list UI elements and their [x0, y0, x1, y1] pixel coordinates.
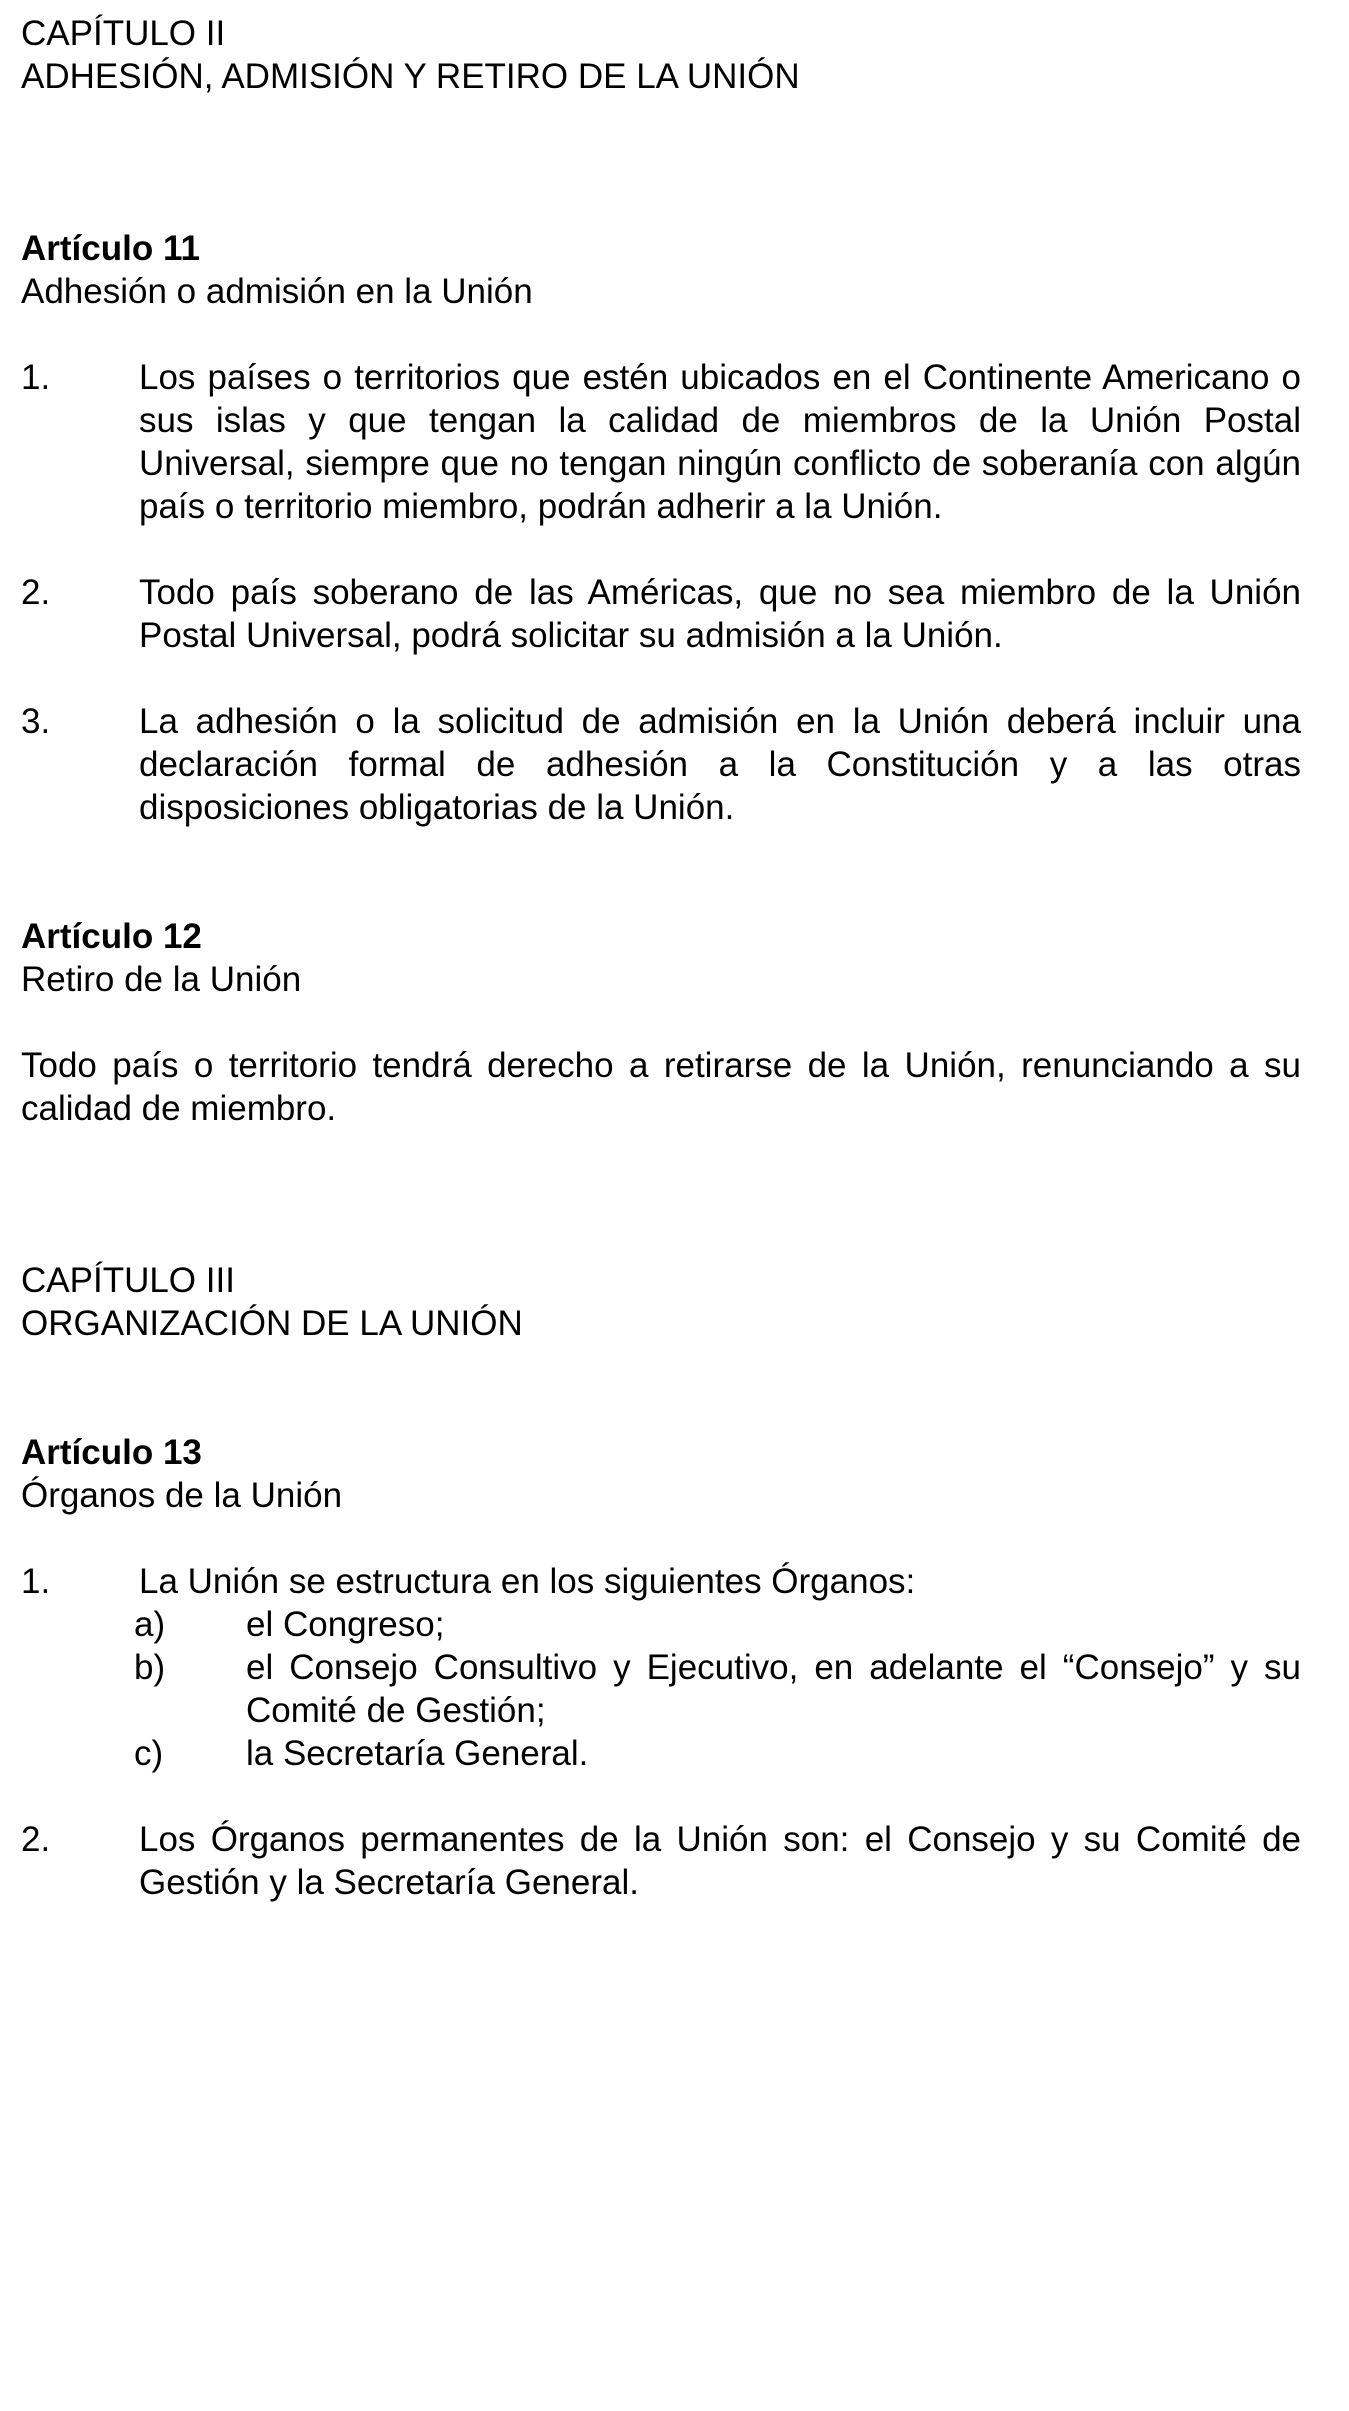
- chapter-3-title: ORGANIZACIÓN DE LA UNIÓN: [21, 1304, 523, 1343]
- item-number: 2.: [21, 1820, 51, 1859]
- item-text: Todo país soberano de las Américas, que no sea miembro de la Unión Postal Universal, podrá solicitar su admisión a la Unión.: [139, 573, 1301, 655]
- item-number: 3.: [21, 702, 51, 741]
- article-12-heading: Artículo 12: [21, 917, 202, 956]
- article-13-heading: Artículo 13: [21, 1433, 202, 1472]
- item-text: Los Órganos permanentes de la Unión son: el Consejo y su Comité de Gestión y la Secretaría General.: [139, 1820, 1301, 1902]
- chapter-2-title: ADHESIÓN, ADMISIÓN Y RETIRO DE LA UNIÓN: [21, 57, 800, 96]
- article-11-item-2: [21, 571, 1301, 657]
- article-13-subitem-c: [21, 1732, 1301, 1775]
- article-13-title: Órganos de la Unión: [21, 1476, 343, 1515]
- article-13-item-1: [21, 1560, 1301, 1603]
- item-number: 1.: [21, 358, 51, 397]
- subitem-letter: c): [134, 1734, 164, 1773]
- article-11-heading: Artículo 11: [21, 229, 200, 268]
- item-text: La adhesión o la solicitud de admisión en la Unión deberá incluir una declaración formal de adhesión a la Constitución y a las otras disposiciones obligatorias de la Unión.: [139, 702, 1301, 827]
- item-text: Los países o territorios que estén ubicados en el Continente Americano o sus islas y que tengan la calidad de miembros de la Unión Postal Universal, siempre que no tengan ningún conflicto de soberanía con algún país o territorio miembro, podrán adherir a la Unión.: [139, 358, 1301, 526]
- article-12-title: Retiro de la Unión: [21, 960, 302, 999]
- article-13-subitem-a: [21, 1603, 1301, 1646]
- article-12-text: Todo país o territorio tendrá derecho a retirarse de la Unión, renunciando a su calidad de miembro.: [21, 1046, 1301, 1128]
- chapter-3-heading: CAPÍTULO III: [21, 1261, 235, 1300]
- article-11-item-3: [21, 700, 1301, 829]
- item-number: 2.: [21, 573, 51, 612]
- subitem-text: el Congreso;: [246, 1605, 445, 1644]
- item-text: La Unión se estructura en los siguientes Órganos:: [139, 1562, 916, 1601]
- subitem-letter: b): [134, 1648, 166, 1687]
- chapter-2-heading: CAPÍTULO II: [21, 14, 226, 53]
- item-number: 1.: [21, 1562, 51, 1601]
- article-13-subitem-b: [21, 1646, 1301, 1732]
- subitem-letter: a): [134, 1605, 166, 1644]
- article-11-item-1: [21, 356, 1301, 528]
- document-page: [21, 12, 1301, 1904]
- article-13-item-2: [21, 1818, 1301, 1904]
- subitem-text: la Secretaría General.: [246, 1734, 589, 1773]
- article-11-title: Adhesión o admisión en la Unión: [21, 272, 533, 311]
- subitem-text: el Consejo Consultivo y Ejecutivo, en adelante el “Consejo” y su Comité de Gestión;: [246, 1648, 1301, 1730]
